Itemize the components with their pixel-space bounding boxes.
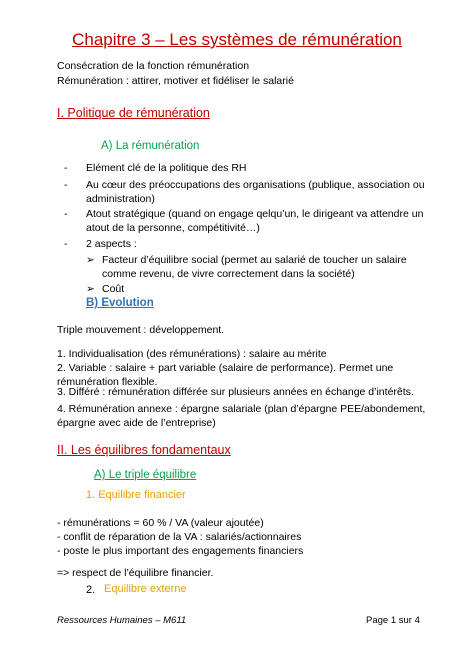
intro-line-1: Consécration de la fonction rémunération <box>57 60 250 72</box>
bullet-text: 2 aspects : <box>86 238 137 250</box>
arrow-bullet-icon: ➢ <box>86 283 95 295</box>
section-1-subheading-b: B) Evolution <box>86 297 154 309</box>
section-2-heading: II. Les équilibres fondamentaux <box>57 443 231 457</box>
dash-bullet-icon: - <box>64 162 68 174</box>
equilibre-conclusion: => respect de l’équilibre financier. <box>57 567 214 579</box>
evolution-line: 3. Différé : rémunération différée sur plusieurs années en échange d’intérêts. <box>57 386 414 398</box>
evolution-line: 1. Individualisation (des rémunérations) : salaire au mérite <box>57 348 327 360</box>
dash-bullet-icon: - <box>64 179 68 191</box>
dash-bullet-icon: - <box>64 208 68 220</box>
evolution-line: 4. Rémunération annexe : épargne salariale (plan d’épargne PEE/abondement, <box>57 403 426 415</box>
footer-page-number: Page 1 sur 4 <box>366 615 420 626</box>
section-2-item-2-number: 2. <box>86 584 96 596</box>
subbullet-text: Coût <box>102 283 125 295</box>
section-1-subheading-a: A) La rémunération <box>101 140 200 152</box>
bullet-text-continued: administration) <box>86 193 155 205</box>
section-2-item-2: Equilibre externe <box>104 583 187 595</box>
subbullet-text: Facteur d’équilibre social (permet au salarié de toucher un salaire <box>102 254 407 266</box>
section-2-subheading-a: A) Le triple équilibre <box>94 469 197 481</box>
equilibre-line: - conflit de réparation de la VA : salariés/actionnaires <box>57 531 302 543</box>
subbullet-text-continued: comme revenu, de vivre correctement dans la société) <box>102 268 355 280</box>
evolution-line: 2. Variable : salaire + part variable (salaire de performance). Permet une <box>57 362 394 374</box>
bullet-text-continued: atout de la personne, compétitivité…) <box>86 222 260 234</box>
equilibre-line: - rémunérations = 60 % / VA (valeur ajoutée) <box>57 517 264 529</box>
footer-left: Ressources Humaines – M611 <box>57 615 187 626</box>
bullet-text: Au cœur des préoccupations des organisations (publique, association ou <box>86 179 425 191</box>
evolution-line: rémunération flexible. <box>57 376 158 388</box>
bullet-text: Elément clé de la politique des RH <box>86 162 247 174</box>
dash-bullet-icon: - <box>64 238 68 250</box>
evolution-intro: Triple mouvement : développement. <box>57 324 225 336</box>
equilibre-line: - poste le plus important des engagements financiers <box>57 545 304 557</box>
bullet-text: Atout stratégique (quand on engage qelqu’un, le dirigeant va attendre un <box>86 208 424 220</box>
arrow-bullet-icon: ➢ <box>86 254 95 266</box>
page-title: Chapitre 3 – Les systèmes de rémunération <box>72 30 402 49</box>
section-1-heading: I. Politique de rémunération <box>57 106 210 120</box>
intro-line-2: Rémunération : attirer, motiver et fidéliser le salarié <box>57 75 294 87</box>
evolution-line: épargne avec aide de l’entreprise) <box>57 417 216 429</box>
section-2-item-1: 1. Equilibre financier <box>86 489 186 501</box>
